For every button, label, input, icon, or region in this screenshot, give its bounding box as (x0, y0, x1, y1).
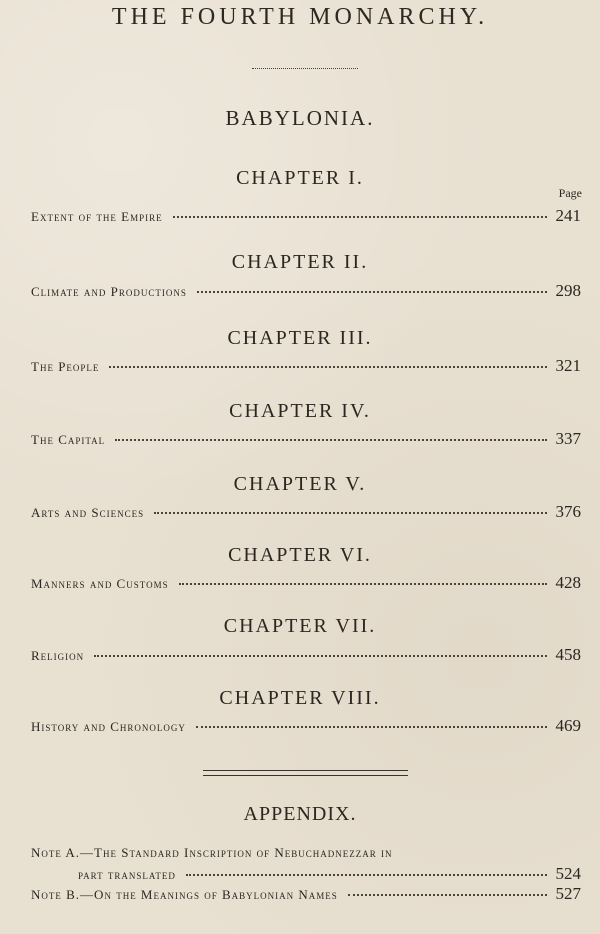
toc-entry (31, 716, 581, 736)
entry-title: The Capital (31, 432, 106, 447)
entry-page-number: 376 (555, 502, 581, 521)
toc-entry (31, 645, 581, 665)
dot-leader (94, 655, 547, 657)
entry-page-number: 321 (555, 356, 581, 375)
entry-title: Climate and Productions (31, 284, 187, 299)
dot-leader (173, 216, 547, 218)
entry-page-number: 428 (555, 573, 581, 592)
entry-title: The People (31, 359, 100, 374)
entry-page-number: 298 (555, 281, 581, 300)
chapter-heading: CHAPTER V. (233, 473, 367, 495)
toc-entry (31, 281, 581, 301)
appendix-note-b (31, 884, 581, 904)
section-divider (203, 770, 408, 776)
toc-entry (31, 206, 581, 226)
dot-leader (179, 583, 547, 585)
entry-page-number: 337 (555, 429, 581, 448)
entry-title: part translated (78, 867, 176, 882)
dot-leader (196, 726, 547, 728)
dot-leader (348, 894, 547, 896)
appendix-title: APPENDIX. (243, 803, 357, 825)
chapter-heading: CHAPTER VIII. (219, 687, 381, 709)
entry-page-number: 527 (555, 884, 581, 903)
dot-leader (115, 439, 547, 441)
entry-page-number: 469 (555, 716, 581, 735)
toc-entry (31, 573, 581, 593)
dot-leader (154, 512, 547, 514)
entry-title: Arts and Sciences (31, 505, 145, 520)
entry-page-number: 241 (555, 206, 581, 225)
chapter-heading: CHAPTER III. (227, 327, 373, 349)
entry-page-number: 458 (555, 645, 581, 664)
toc-entry (31, 429, 581, 449)
entry-title: Manners and Customs (31, 576, 169, 591)
chapter-heading: CHAPTER IV. (229, 400, 371, 422)
toc-entry (31, 502, 581, 522)
entry-title: Extent of the Empire (31, 209, 163, 224)
dot-leader (186, 874, 547, 876)
chapter-heading: CHAPTER II. (231, 251, 369, 273)
entry-title: Religion (31, 648, 85, 663)
entry-page-number: 524 (555, 864, 581, 883)
entry-title: Note B.—On the Meanings of Babylonian Names (31, 887, 338, 902)
decorative-rule (252, 68, 358, 69)
chapter-heading: CHAPTER VII. (223, 615, 377, 637)
appendix-note-a-line1: Note A.—The Standard Inscription of Nebuchadnezzar in (31, 845, 393, 860)
entry-title: History and Chronology (31, 719, 186, 734)
chapter-heading: CHAPTER VI. (228, 544, 372, 566)
dot-leader (197, 291, 547, 293)
chapter-heading: CHAPTER I. (236, 167, 364, 189)
dot-leader (109, 366, 547, 368)
section-title: BABYLONIA. (225, 106, 375, 130)
toc-entry (31, 356, 581, 376)
page-column-label: Page (558, 186, 582, 200)
appendix-note-a-line2 (78, 864, 581, 884)
page-title: THE FOURTH MONARCHY. (111, 4, 489, 30)
